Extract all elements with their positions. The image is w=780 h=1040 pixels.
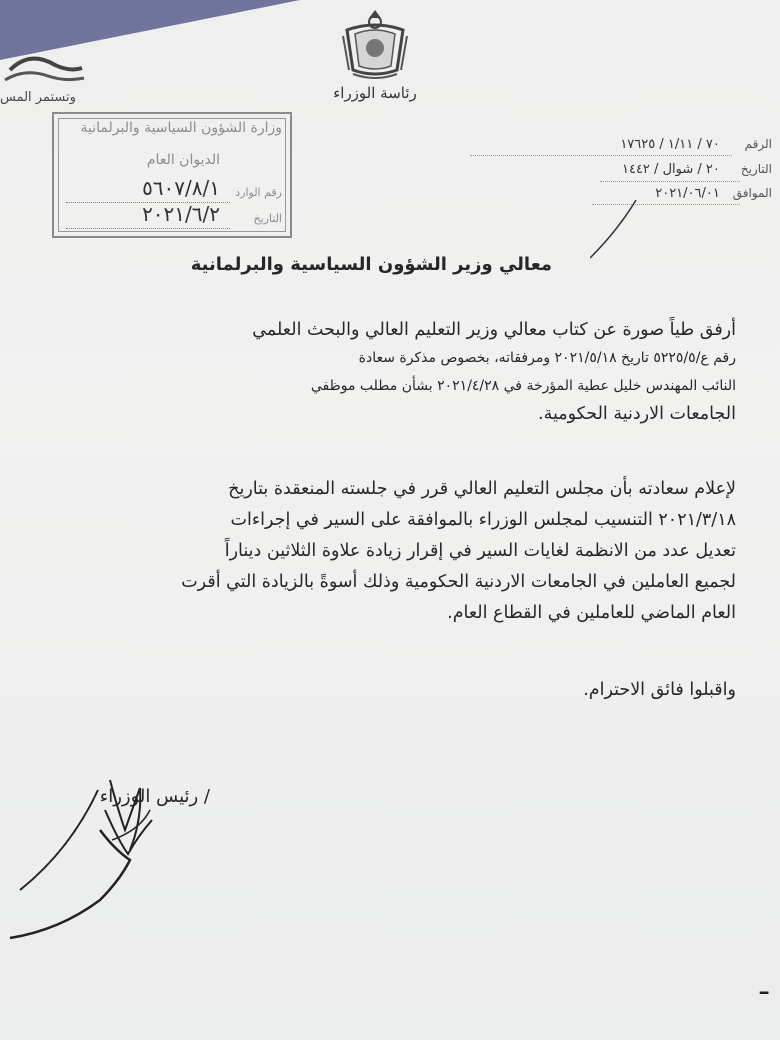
ministry-title: رئاسة الوزراء (333, 84, 417, 102)
edge-glyph: ـ (760, 968, 769, 1001)
closing-line: واقبلوا فائق الاحترام. (583, 680, 736, 700)
dotted-line (470, 155, 732, 156)
reference-corresponding-label: الموافق (732, 186, 772, 200)
paragraph-line: رقم ع/٥٢٢٥/٥ تاريخ ٢٠٢١/٥/١٨ ومرفقاته، بخصوص مذكرة سعادة (358, 350, 736, 366)
stamp-incoming-label: رقم الوارد (235, 186, 282, 199)
signatory-title: / رئيس الوزراء (99, 786, 210, 807)
reference-number-row (620, 137, 772, 152)
paragraph-line: العام الماضي للعاملين في القطاع العام. (447, 603, 736, 623)
reference-date-label: التاريخ (740, 162, 772, 176)
reference-number-label: الرقم (744, 137, 772, 151)
stamp-date-label: التاريخ (253, 212, 282, 225)
stamp-department: الديوان العام (146, 152, 220, 168)
paragraph-line: لجميع العاملين في الجامعات الاردنية الحكومية وذلك أسوةً بالزيادة التي أقرت (181, 572, 736, 592)
reference-corresponding-value: ٢٠٢١/٠٦/٠١ (655, 186, 720, 201)
reference-date-value: ٢٠ / شوال / ١٤٤٢ (621, 162, 720, 177)
paragraph-line: أرفق طياً صورة عن كتاب معالي وزير التعليم العالي والبحث العلمي (252, 320, 736, 340)
reference-corresponding-row (655, 186, 772, 201)
partial-logo (0, 40, 90, 120)
stamp-dotted-line (66, 228, 230, 229)
pen-stroke (590, 200, 780, 280)
stamp-date-value: ٢٠٢١/٦/٢ (142, 202, 220, 226)
paragraph-2 (26, 475, 736, 630)
coat-of-arms-icon (335, 6, 415, 80)
paragraph-line: النائب المهندس خليل عطية المؤرخة في ٢٠٢١/٤/٢٨ بشأن مطلب موظفي (310, 378, 736, 394)
paragraph-line: لإعلام سعادته بأن مجلس التعليم العالي قرر في جلسته المنعقدة بتاريخ (228, 479, 736, 499)
paragraph-line: الجامعات الاردنية الحكومية. (538, 404, 736, 424)
stamp-ministry: وزارة الشؤون السياسية والبرلمانية (80, 120, 282, 136)
paragraph-line: تعديل عدد من الانظمة لغايات السير في إقرار زيادة علاوة الثلاثين ديناراً (224, 541, 736, 561)
reference-date-row (622, 162, 772, 177)
addressee: معالي وزير الشؤون السياسية والبرلمانية (190, 254, 552, 275)
paragraph-line: ٢٠٢١/٣/١٨ التنسيب لمجلس الوزراء بالموافقة على السير في إجراءات (230, 510, 736, 530)
handwritten-signature (0, 770, 220, 940)
dotted-line (600, 181, 740, 182)
partial-header-text: وتستمر المس (0, 90, 76, 105)
stamp-incoming-value: ٥٦٠٧/٨/١ (142, 176, 220, 200)
incoming-stamp (52, 112, 292, 238)
reference-number-value: ٧٠ / ١/١١ / ١٧٦٢٥ (620, 137, 720, 152)
paragraph-1 (26, 316, 736, 428)
